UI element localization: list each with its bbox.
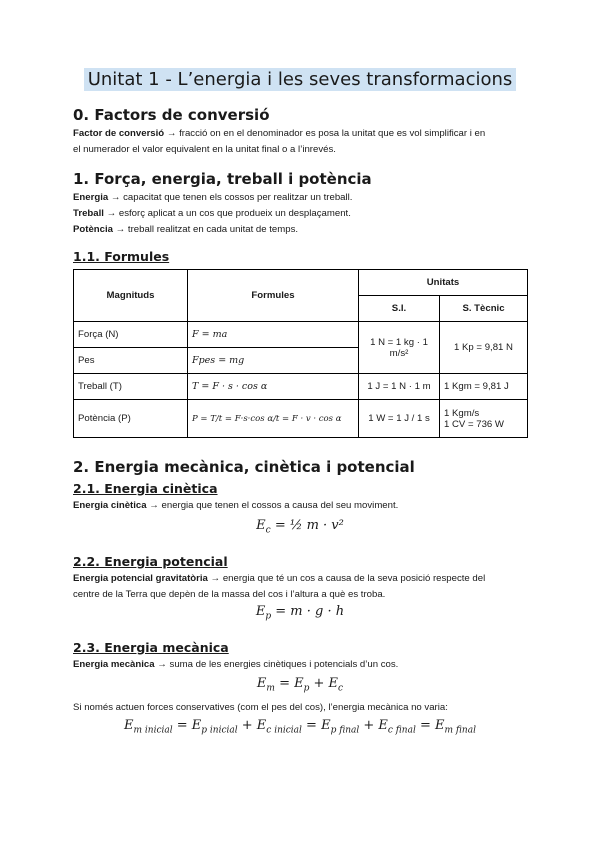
- mechanical-definition: Energia mecànica → suma de les energies cinètiques i potencials d’un cos.: [73, 659, 399, 670]
- formulas-table: [73, 269, 528, 438]
- mechanical-formula: $E_m = E_p + E_c$: [256, 676, 344, 694]
- kinetic-subheading: 2.1. Energia cinètica: [73, 481, 218, 496]
- section-0-heading: 0. Factors de conversió: [73, 106, 270, 124]
- col-formules: Formules: [188, 270, 359, 322]
- potential-formula: $E_p = m \cdot g \cdot h$: [255, 604, 345, 622]
- section-0-definition: Factor de conversió → fracció on en el denominador es posa la unitat que es vol simplificar i en el numerador el valor equivalent en la unitat final o a l’inrevés.: [73, 128, 486, 155]
- col-tecnic: S. Tècnic: [440, 296, 528, 322]
- kinetic-formula: $E_c$ = ½ m · v²: [256, 518, 344, 536]
- page-title: Unitat 1 - L’energia i les seves transformacions: [84, 68, 517, 91]
- potential-definition: Energia potencial gravitatòria → energia que té un cos a causa de la seva posició respecte del centre de la Terra que depèn de la massa del cos i l’altura a què es troba.: [73, 573, 486, 600]
- section-2-heading: 2. Energia mecànica, cinètica i potencial: [73, 458, 415, 476]
- kinetic-definition: Energia cinètica → energia que tenen el cossos a causa del seu moviment.: [73, 500, 399, 511]
- conservation-note: Si només actuen forces conservatives (com el pes del cos), l’energia mecànica no varia:: [73, 702, 448, 713]
- col-unitats: Unitats: [359, 270, 528, 296]
- table-row: Potència (P) P = T/t = F·s·cos α/t = F · v · cos α 1 W = 1 J / 1 s 1 Kgm/s 1 CV = 736 W: [74, 400, 528, 438]
- section-1-heading: 1. Força, energia, treball i potència: [73, 170, 372, 188]
- table-row: Treball (T) T = F · s · cos α 1 J = 1 N · 1 m 1 Kgm = 9,81 J: [74, 374, 528, 400]
- col-si: S.I.: [359, 296, 440, 322]
- conservation-formula: $E_{m inicial} = E_{p inicial} + E_{c inicial} = E_{p final} + E_{c final} = E_{m final}$: [124, 718, 476, 736]
- mechanical-subheading: 2.3. Energia mecànica: [73, 640, 229, 655]
- col-magnituds: Magnituds: [74, 270, 188, 322]
- table-row: Força (N) F = ma 1 N = 1 kg · 1 m/s² 1 Kp = 9,81 N: [74, 322, 528, 348]
- table-row: Pes Fpes = mg: [74, 348, 528, 374]
- potential-subheading: 2.2. Energia potencial: [73, 554, 228, 569]
- section-1-definitions: Energia → capacitat que tenen els cossos per realitzar un treball. Treball → esforç aplicat a un cos que produeix un desplaçament. Potència → treball realitzat en cada unitat de temps.: [73, 192, 353, 235]
- formulas-subheading: 1.1. Formules: [73, 249, 170, 264]
